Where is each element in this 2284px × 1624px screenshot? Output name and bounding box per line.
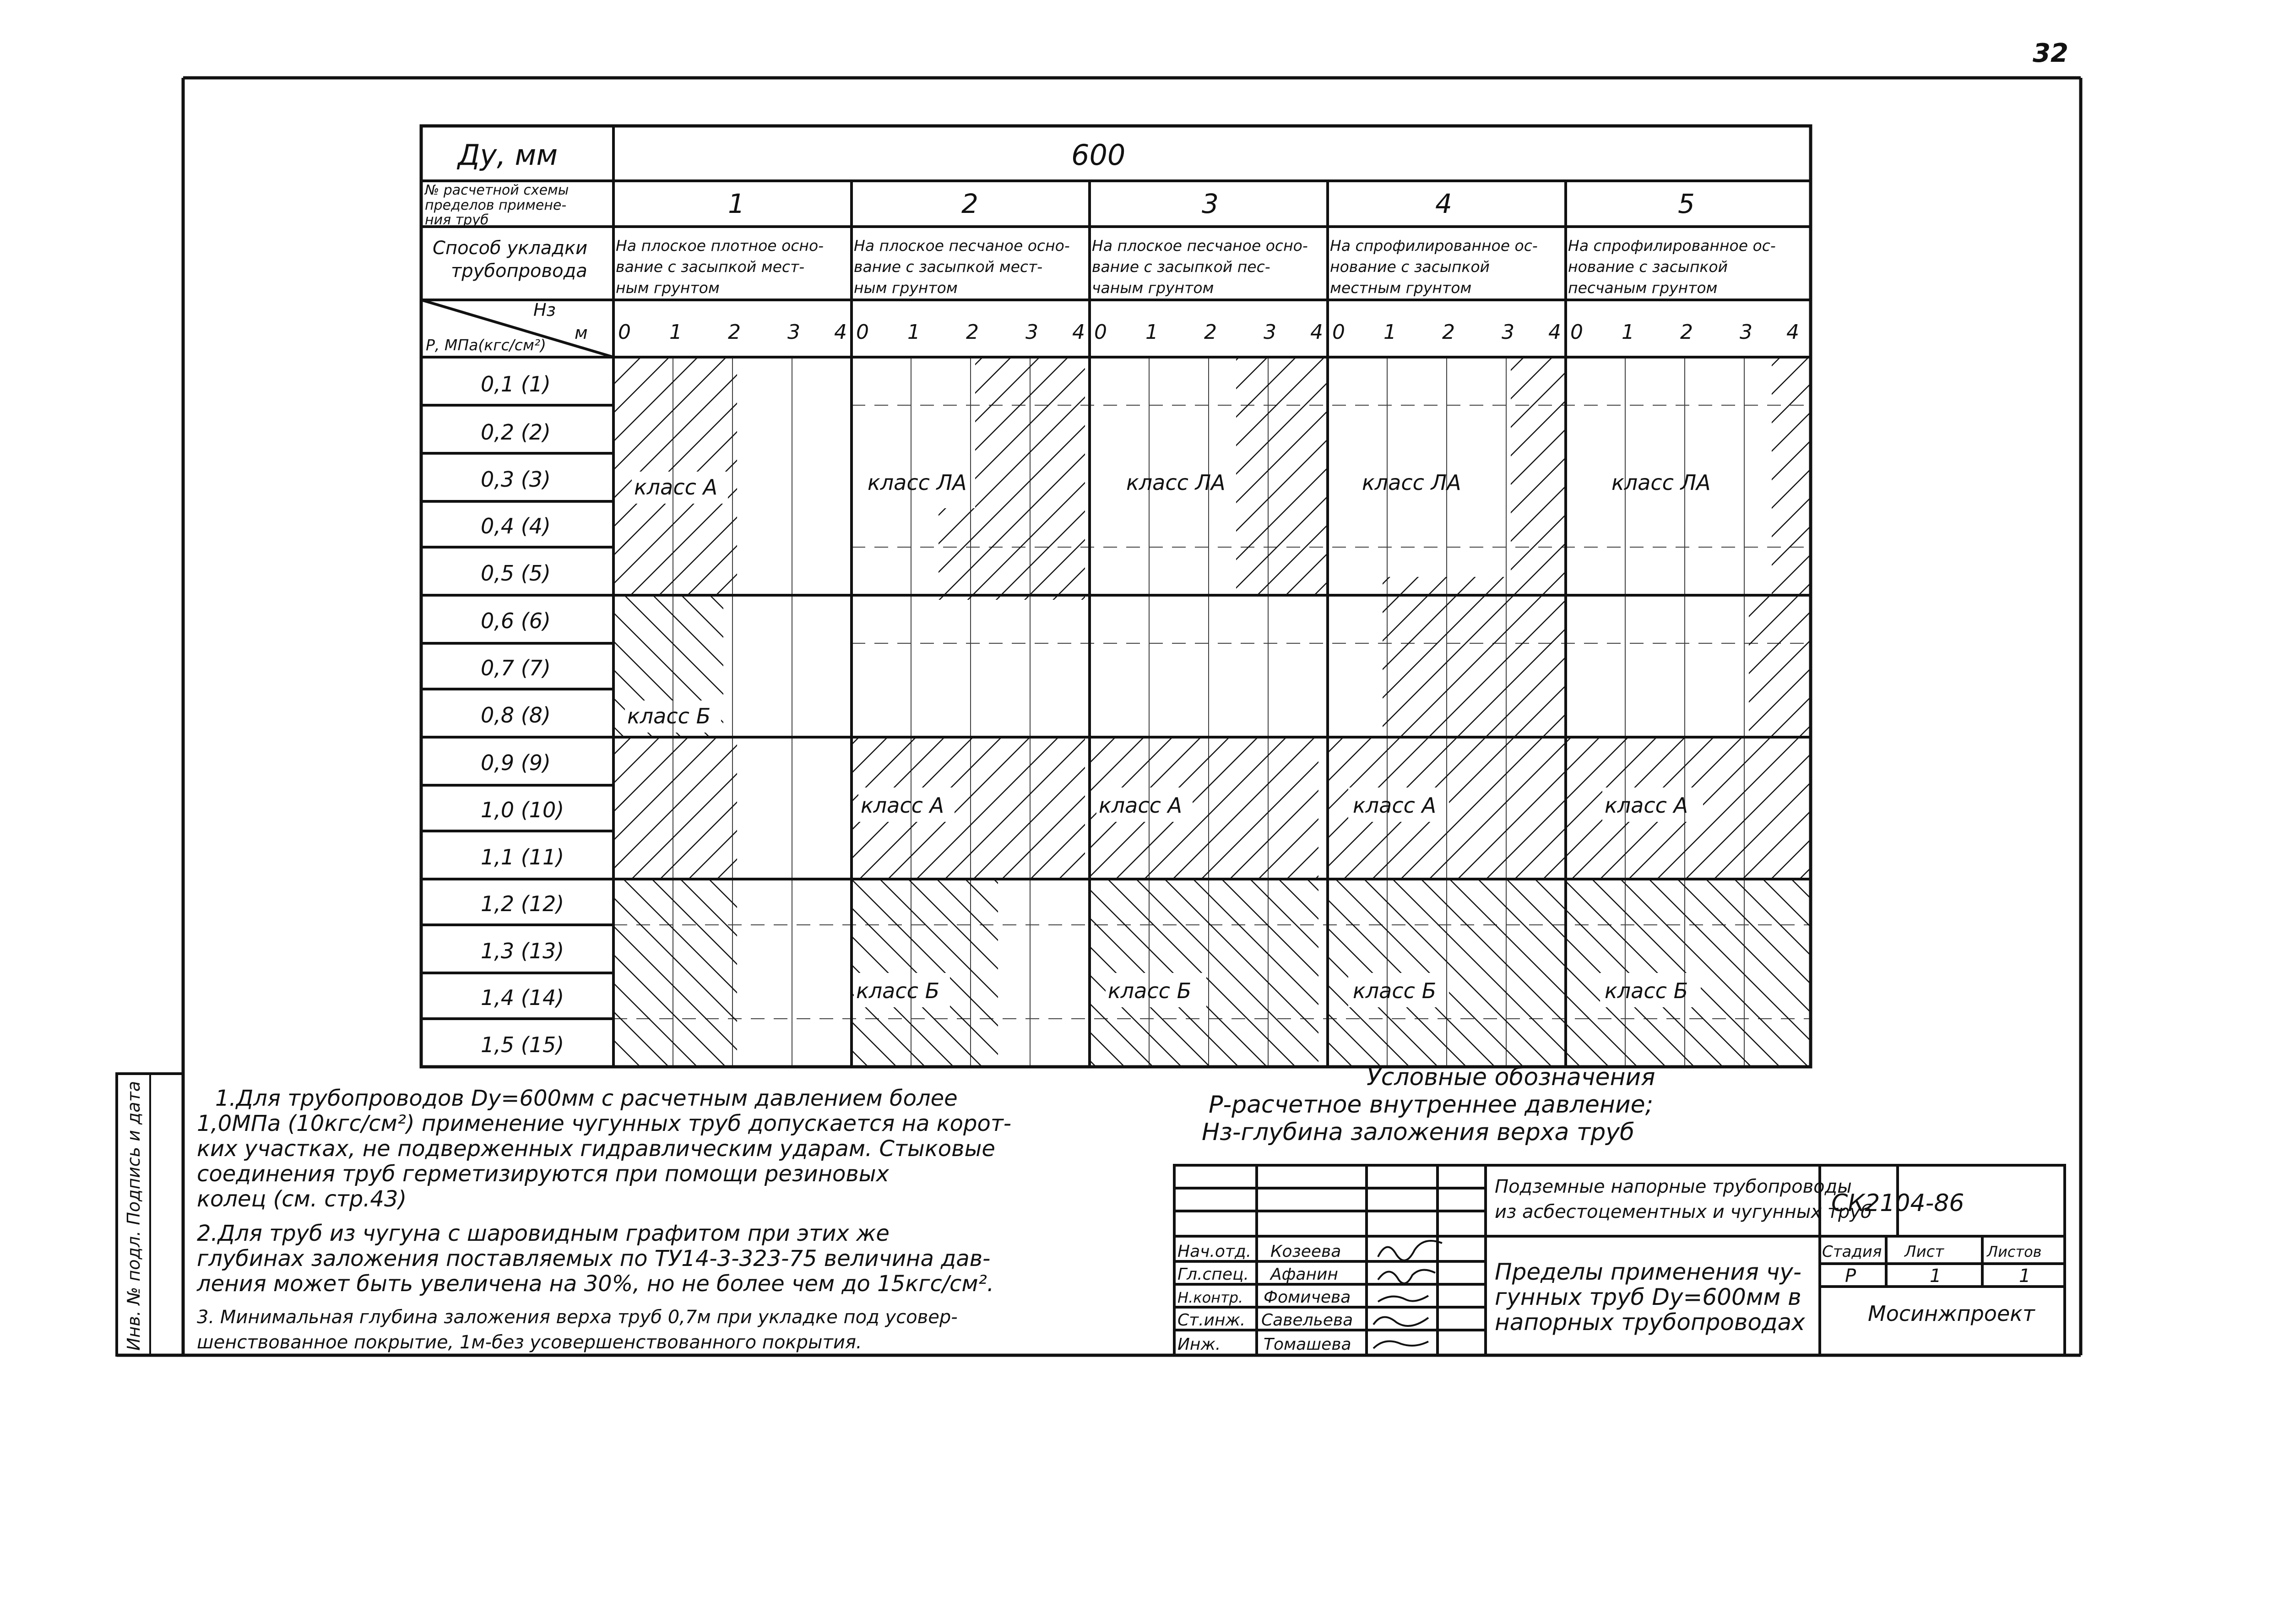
person-name: Козеева	[1270, 1242, 1341, 1261]
project-title: Подземные напорные трубопроводы	[1495, 1176, 1852, 1197]
svg-text:2: 2	[728, 320, 741, 344]
scheme-number-1: 1	[728, 188, 745, 219]
pressure-row: 0,9 (9)	[481, 750, 551, 775]
role-label: Н.контр.	[1177, 1289, 1243, 1306]
corner-unit-label: м	[575, 323, 588, 343]
svg-text:№ расчетной схемы: № расчетной схемы	[425, 182, 569, 198]
zone-label-s5-la: класс ЛА	[1611, 470, 1711, 495]
method-5	[1568, 237, 1776, 297]
pressure-row: 1,3 (13)	[481, 939, 564, 963]
note-line: соединения труб герметизируются при помощи резиновых	[197, 1161, 889, 1187]
limits-table	[421, 126, 1811, 1067]
svg-text:1: 1	[907, 320, 920, 344]
svg-text:На спрофилированное ос-: На спрофилированное ос-	[1568, 237, 1776, 255]
scheme-number-4: 4	[1435, 188, 1452, 219]
zone-label-s5-a: класс А	[1605, 793, 1688, 818]
sheet-title: гунных труб Dy=600мм в	[1495, 1284, 1801, 1310]
note-line: ления может быть увеличена на 30%, но не более чем до 15кгс/см².	[197, 1271, 994, 1297]
pressure-row: 0,2 (2)	[481, 420, 551, 445]
zone-label-s4-la: класс ЛА	[1362, 470, 1461, 495]
svg-text:4: 4	[1072, 320, 1085, 344]
zone-label-s4-b: класс Б	[1353, 978, 1437, 1003]
svg-text:4: 4	[1548, 320, 1561, 344]
svg-text:нование с засыпкой: нование с засыпкой	[1568, 258, 1728, 276]
pressure-row: 0,3 (3)	[481, 467, 551, 492]
pressure-row: 1,2 (12)	[481, 891, 564, 916]
svg-text:пределов примене-: пределов примене-	[425, 197, 567, 213]
svg-text:ным грунтом: ным грунтом	[854, 279, 958, 297]
person-name: Фомичева	[1264, 1288, 1351, 1307]
page-number: 32	[2033, 38, 2068, 68]
svg-text:На спрофилированное ос-: На спрофилированное ос-	[1330, 237, 1538, 255]
project-title: из асбестоцементных и чугунных труб	[1495, 1201, 1872, 1222]
method-1	[616, 237, 824, 297]
side-stamp	[117, 1074, 183, 1355]
note-line: 1,0МПа (10кгс/см²) применение чугунных труб допускается на корот-	[197, 1111, 1012, 1136]
person-name: Савельева	[1261, 1311, 1353, 1330]
sheet-head: Лист	[1904, 1243, 1944, 1261]
svg-text:песчаным грунтом: песчаным грунтом	[1568, 279, 1718, 297]
svg-text:3: 3	[1264, 320, 1276, 344]
svg-text:2: 2	[1680, 320, 1693, 344]
svg-text:трубопровода: трубопровода	[451, 261, 587, 282]
legend	[1202, 1064, 1655, 1146]
zone-label-s1-a: класс А	[634, 475, 718, 500]
method-label	[433, 238, 587, 282]
role-label: Ст.инж.	[1177, 1311, 1246, 1330]
svg-text:4: 4	[1310, 320, 1323, 344]
svg-text:0: 0	[618, 320, 631, 344]
svg-text:1: 1	[1145, 320, 1158, 344]
dy-value: 600	[1071, 138, 1126, 172]
pressure-row: 0,5 (5)	[481, 561, 551, 586]
method-2	[854, 237, 1070, 297]
svg-text:вание с засыпкой мест-: вание с засыпкой мест-	[616, 258, 805, 276]
pressure-row: 1,5 (15)	[481, 1032, 564, 1057]
sheets-value: 1	[2019, 1266, 2031, 1287]
zone-label-s4-a: класс А	[1353, 793, 1437, 818]
pressure-row: 0,4 (4)	[481, 514, 551, 538]
svg-text:2: 2	[1204, 320, 1217, 344]
pressure-row: 0,8 (8)	[481, 703, 551, 728]
svg-text:вание с засыпкой пес-: вание с засыпкой пес-	[1092, 258, 1270, 276]
svg-text:Способ укладки: Способ укладки	[433, 238, 588, 259]
svg-text:0: 0	[1570, 320, 1583, 344]
scheme-label	[424, 182, 569, 228]
svg-text:вание с засыпкой мест-: вание с засыпкой мест-	[854, 258, 1043, 276]
method-3	[1092, 237, 1308, 297]
svg-text:3: 3	[1502, 320, 1514, 344]
hatch-zones	[613, 357, 1811, 1067]
scheme-number-5: 5	[1678, 188, 1695, 219]
svg-text:местным грунтом: местным грунтом	[1330, 279, 1472, 297]
note-line: 1.Для трубопроводов Dy=600мм с расчетным давлением более	[215, 1086, 958, 1111]
pressure-row: 0,7 (7)	[481, 656, 551, 680]
zone-label-s2-b: класс Б	[856, 978, 940, 1003]
svg-text:На плоское песчаное осно-: На плоское песчаное осно-	[854, 237, 1070, 255]
method-4	[1330, 237, 1538, 297]
zone-label-s1-b: класс Б	[627, 704, 711, 728]
note-line: глубинах заложения поставляемых по ТУ14-3-323-75 величина дав-	[197, 1246, 991, 1271]
sheets-head: Листов	[1987, 1243, 2042, 1260]
signatures	[1373, 1241, 1442, 1348]
zone-label-s3-la: класс ЛА	[1126, 470, 1226, 495]
stage-value: Р	[1845, 1266, 1856, 1287]
svg-text:На плоское плотное осно-: На плоское плотное осно-	[616, 237, 824, 255]
organization: Мосинжпроект	[1868, 1301, 2035, 1326]
scheme-number-2: 2	[961, 188, 978, 219]
zone-label-s2-la: класс ЛА	[868, 470, 967, 495]
legend-line: Нз-глубина заложения верха труб	[1202, 1119, 1635, 1146]
legend-title: Условные обозначения	[1367, 1064, 1655, 1091]
svg-text:0: 0	[856, 320, 869, 344]
svg-text:1: 1	[669, 320, 682, 344]
zone-label-s5-b: класс Б	[1605, 978, 1688, 1003]
stage-head: Стадия	[1822, 1243, 1882, 1261]
pressure-row: 0,6 (6)	[481, 608, 551, 633]
svg-text:0: 0	[1094, 320, 1107, 344]
depth-ticks	[618, 320, 1799, 344]
note-line: ких участках, не подверженных гидравлическим ударам. Стыковые	[197, 1136, 995, 1162]
notes	[196, 1086, 1011, 1353]
note-line: 3. Минимальная глубина заложения верха труб 0,7м при укладке под усовер-	[197, 1307, 958, 1328]
svg-text:2: 2	[966, 320, 979, 344]
note-line: колец (см. стр.43)	[197, 1186, 407, 1212]
svg-text:3: 3	[787, 320, 800, 344]
svg-text:ния труб: ния труб	[425, 212, 489, 228]
sheet-title: Пределы применения чу-	[1495, 1259, 1801, 1285]
svg-text:1: 1	[1622, 320, 1634, 344]
svg-text:2: 2	[1442, 320, 1455, 344]
svg-text:0: 0	[1332, 320, 1345, 344]
zone-label-s2-a: класс А	[861, 793, 944, 818]
legend-line: Р-расчетное внутреннее давление;	[1209, 1091, 1654, 1119]
svg-text:4: 4	[834, 320, 847, 344]
note-line: 2.Для труб из чугуна с шаровидным графитом при этих же	[197, 1221, 890, 1246]
svg-text:ным грунтом: ным грунтом	[616, 279, 720, 297]
role-label: Гл.спец.	[1177, 1265, 1249, 1284]
person-name: Афанин	[1270, 1265, 1338, 1284]
side-stamp-text: Инв. № подл. Подпись и дата	[124, 1081, 144, 1351]
sheet-value: 1	[1930, 1266, 1942, 1287]
pressure-labels	[481, 372, 564, 1057]
corner-depth-label: Нз	[533, 300, 556, 320]
svg-text:3: 3	[1740, 320, 1752, 344]
svg-text:чаным грунтом: чаным грунтом	[1092, 279, 1214, 297]
pressure-row: 1,1 (11)	[481, 845, 564, 869]
dy-label: Ду, мм	[458, 138, 558, 172]
pressure-row: 0,1 (1)	[481, 372, 551, 396]
role-label: Нач.отд.	[1177, 1242, 1252, 1261]
person-name: Томашева	[1264, 1335, 1351, 1354]
pressure-row: 1,4 (14)	[481, 985, 564, 1010]
scheme-number-3: 3	[1202, 188, 1219, 219]
svg-text:На плоское песчаное осно-: На плоское песчаное осно-	[1092, 237, 1308, 255]
svg-text:нование с засыпкой: нование с засыпкой	[1330, 258, 1490, 276]
svg-text:3: 3	[1025, 320, 1038, 344]
drawing-code: СК2104-86	[1831, 1189, 1964, 1217]
svg-text:1: 1	[1383, 320, 1396, 344]
sheet-title: напорных трубопроводах	[1495, 1309, 1805, 1336]
role-label: Инж.	[1177, 1335, 1221, 1354]
pressure-row: 1,0 (10)	[481, 798, 564, 822]
title-block	[1174, 1165, 2065, 1355]
zone-label-s3-a: класс А	[1099, 793, 1183, 818]
note-line: шенствованное покрытие, 1м-без усовершенствованного покрытия.	[197, 1332, 862, 1353]
zone-label-s3-b: класс Б	[1108, 978, 1192, 1003]
corner-pressure-label: Р, МПа(кгс/см²)	[426, 336, 546, 354]
svg-text:4: 4	[1786, 320, 1799, 344]
